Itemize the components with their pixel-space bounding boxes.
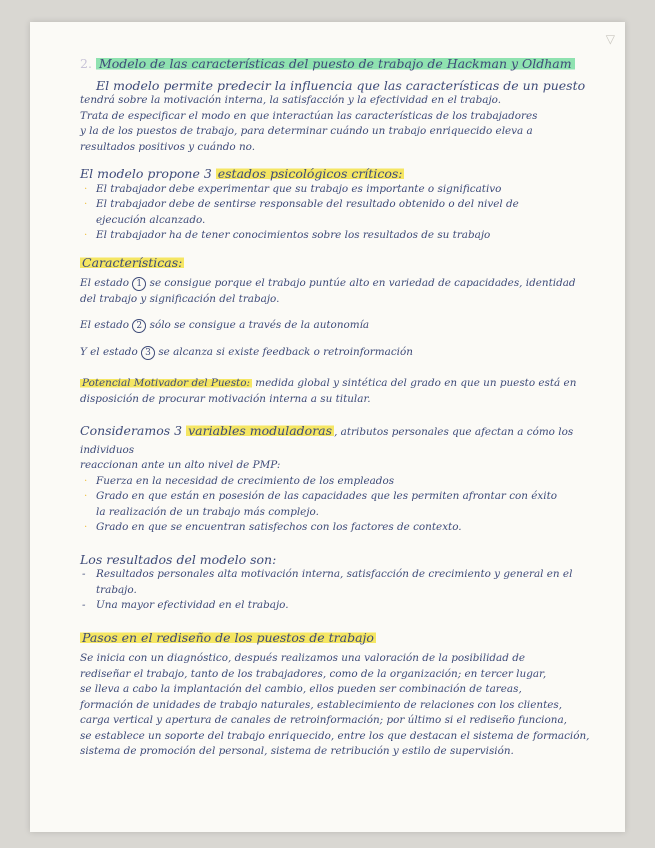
list-item: · Grado en que se encuentran satisfechos con los factores de contexto. (84, 521, 462, 533)
estado-number-circle: 3 (141, 346, 155, 360)
list-item: · Fuerza en la necesidad de crecimiento de los empleados (84, 474, 395, 487)
variables-list (80, 474, 590, 536)
intro-line: resultados positivos y cuándo no. (80, 140, 256, 153)
potencial-heading: Potencial Motivador del Puesto: (82, 377, 250, 389)
estados-highlight: estados psicológicos críticos: (217, 166, 403, 181)
potencial-line: disposición de procurar motivación interna a su titular. (80, 392, 371, 405)
section-title (80, 56, 590, 72)
estado-3-line: Y el estado 3 se alcanza si existe feedback o retroinformación (80, 345, 413, 358)
pasos-line: sistema de promoción del personal, sistema de retribución y estilo de supervisión. (80, 745, 514, 757)
estado-number-circle: 1 (132, 277, 146, 291)
page-content (80, 56, 590, 760)
list-item: · El trabajador debe de sentirse responsable del resultado obtenido o del nivel de ejecución alcanzado. (84, 198, 519, 226)
variables-highlight: variables moduladoras (188, 423, 333, 438)
list-item: - Resultados personales alta motivación interna, satisfacción de crecimiento y general en el trabajo. (82, 568, 573, 596)
caracteristicas-heading: Características: (82, 254, 183, 270)
potencial-paragraph: Potencial Motivador del Puesto: medida global y sintética del grado en que un puesto está en (82, 377, 577, 389)
list-item: · Grado en que están en posesión de las capacidades que les permiten afrontar con éxito la realización de un trabajo más complejo. (84, 490, 558, 518)
variables-paragraph: Consideramos 3 variables moduladoras , atributos personales que afectan a cómo los individuos (80, 423, 574, 456)
intro-line: Trata de especificar el modo en que interactúan las características de los trabajadores (80, 109, 538, 122)
resultados-list (80, 567, 590, 614)
pasos-line: Se inicia con un diagnóstico, después realizamos una valoración de la posibilidad de (80, 652, 526, 664)
pasos-heading: Pasos en el rediseño de los puestos de trabajo (82, 629, 374, 645)
estado-1-line-cont: del trabajo y significación del trabajo. (80, 292, 280, 305)
pasos-line: carga vertical y apertura de canales de retroinformación; por último si el rediseño funciona, (80, 714, 567, 726)
notebook-page (30, 22, 625, 832)
pasos-line: rediseñar el trabajo, tanto de los trabajadores, como de la organización; en tercer lugar, (80, 667, 547, 680)
intro-paragraph (80, 78, 590, 156)
resultados-heading: Los resultados del modelo son: (80, 551, 277, 567)
section-title-text: Modelo de las características del puesto de trabajo de Hackman y Oldham (96, 56, 575, 71)
variables-line: reaccionan ante un alto nivel de PMP: (80, 459, 281, 471)
estado-1-line: El estado 1 se consigue porque el trabajo puntúe alto en variedad de capacidades, identidad (80, 277, 576, 289)
section-number: 2. (80, 56, 92, 71)
list-item: - Una mayor efectividad en el trabajo. (82, 599, 289, 611)
list-item: · El trabajador debe experimentar que su trabajo es importante o significativo (84, 182, 502, 195)
binder-hole-mark: ▽ (605, 32, 615, 46)
estados-heading: El modelo propone 3 estados psicológicos críticos: (80, 166, 403, 181)
pasos-paragraph (80, 651, 590, 760)
estado-2-line: El estado 2 sólo se consigue a través de la autonomía (80, 319, 370, 331)
pasos-line: formación de unidades de trabajo naturales, establecimiento de relaciones con los clientes, (80, 698, 563, 711)
estados-list (80, 182, 590, 244)
intro-line: El modelo permite predecir la influencia que las características de un puesto (96, 77, 586, 93)
pasos-line: se lleva a cabo la implantación del cambio, ellos pueden ser combinación de tareas, (80, 683, 522, 695)
pasos-line: se establece un soporte del trabajo enriquecido, entre los que destacan el sistema de formación, (80, 729, 590, 742)
intro-line: y la de los puestos de trabajo, para determinar cuándo un trabajo enriquecido eleva a (80, 125, 533, 137)
estado-number-circle: 2 (132, 319, 146, 333)
intro-line: tendrá sobre la motivación interna, la satisfacción y la efectividad en el trabajo. (80, 94, 502, 106)
list-item: · El trabajador ha de tener conocimientos sobre los resultados de su trabajo (84, 229, 491, 241)
